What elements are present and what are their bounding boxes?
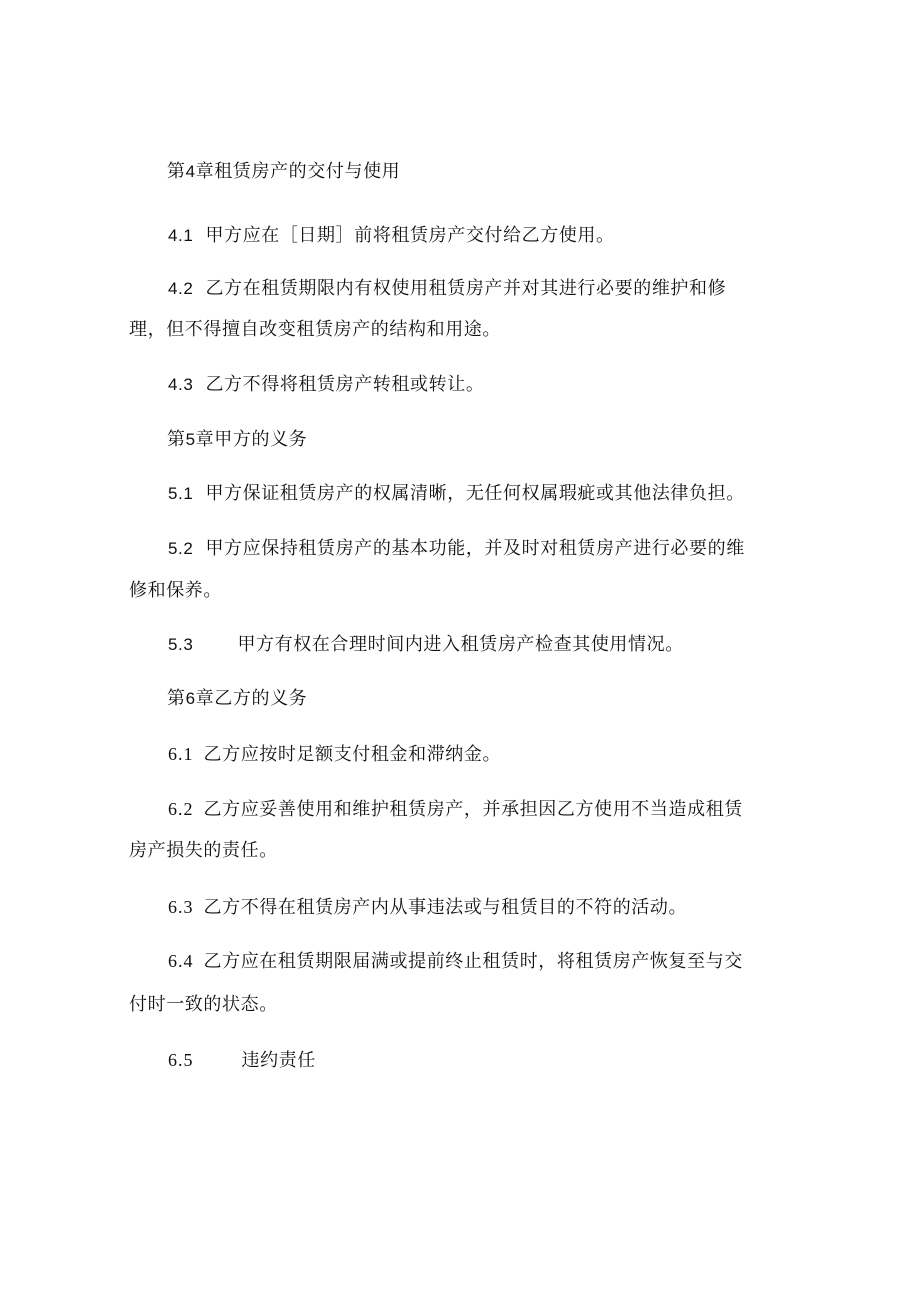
chapter-number: 6 (185, 689, 196, 708)
clause-number: 4.3 (168, 375, 194, 394)
clause-number: 4.1 (168, 226, 194, 245)
clause-text: 违约责任 (241, 1050, 316, 1071)
clause-4-2-continuation: 理，但不得擅自改变租赁房产的结构和用途。 (129, 319, 501, 340)
clause-text: 甲方保证租赁房产的权属清晰，无任何权属瑕疵或其他法律负担。 (205, 483, 745, 504)
clause-6-4 (168, 949, 743, 974)
clause-4-3 (168, 373, 484, 397)
clause-number: 5.1 (168, 484, 194, 503)
clause-6-2 (168, 797, 743, 822)
clause-number: 6.4 (168, 951, 194, 971)
clause-text: 甲方应在［日期］前将租赁房产交付给乙方使用。 (205, 225, 615, 246)
clause-6-5 (168, 1048, 316, 1073)
clause-text: 乙方不得将租赁房产转租或转让。 (205, 374, 485, 395)
clause-text: 乙方应在租赁期限届满或提前终止租赁时，将租赁房产恢复至与交 (203, 951, 743, 972)
chapter-prefix: 第 (167, 429, 186, 450)
clause-number: 6.2 (168, 799, 194, 819)
clause-4-1 (168, 224, 615, 248)
clause-text: 乙方在租赁期限内有权使用租赁房产并对其进行必要的维护和修 (205, 278, 727, 299)
clause-5-3 (168, 633, 684, 657)
clause-6-2-continuation: 房产损失的责任。 (129, 840, 278, 861)
chapter-number: 4 (185, 162, 196, 181)
clause-text: 甲方有权在合理时间内进入租赁房产检查其使用情况。 (237, 634, 684, 655)
chapter-title: 章乙方的义务 (195, 688, 308, 709)
clause-6-1 (168, 742, 501, 767)
clause-text: 甲方应保持租赁房产的基本功能，并及时对租赁房产进行必要的维 (205, 538, 745, 559)
clause-6-3 (168, 895, 687, 920)
chapter-6-heading (167, 687, 307, 711)
chapter-5-heading (167, 428, 307, 452)
chapter-title: 章甲方的义务 (195, 429, 308, 450)
clause-number: 4.2 (168, 279, 194, 298)
chapter-prefix: 第 (167, 688, 186, 709)
chapter-prefix: 第 (167, 161, 186, 182)
clause-5-2-continuation: 修和保养。 (129, 580, 222, 601)
clause-5-2 (168, 537, 745, 561)
clause-number: 5.2 (168, 539, 194, 558)
clause-number: 6.3 (168, 897, 194, 917)
clause-number: 6.1 (168, 744, 194, 764)
chapter-4-heading (167, 160, 400, 184)
clause-4-2 (168, 277, 726, 301)
clause-text: 乙方应妥善使用和维护租赁房产，并承担因乙方使用不当造成租赁 (203, 799, 743, 820)
clause-number: 6.5 (168, 1050, 194, 1070)
clause-text: 乙方应按时足额支付租金和滞纳金。 (203, 744, 502, 765)
clause-text: 乙方不得在租赁房产内从事违法或与租赁目的不符的活动。 (203, 897, 688, 918)
chapter-number: 5 (185, 430, 196, 449)
chapter-title: 章租赁房产的交付与使用 (195, 161, 401, 182)
clause-5-1 (168, 482, 745, 506)
clause-number: 5.3 (168, 635, 194, 654)
clause-6-4-continuation: 付时一致的状态。 (129, 994, 278, 1015)
